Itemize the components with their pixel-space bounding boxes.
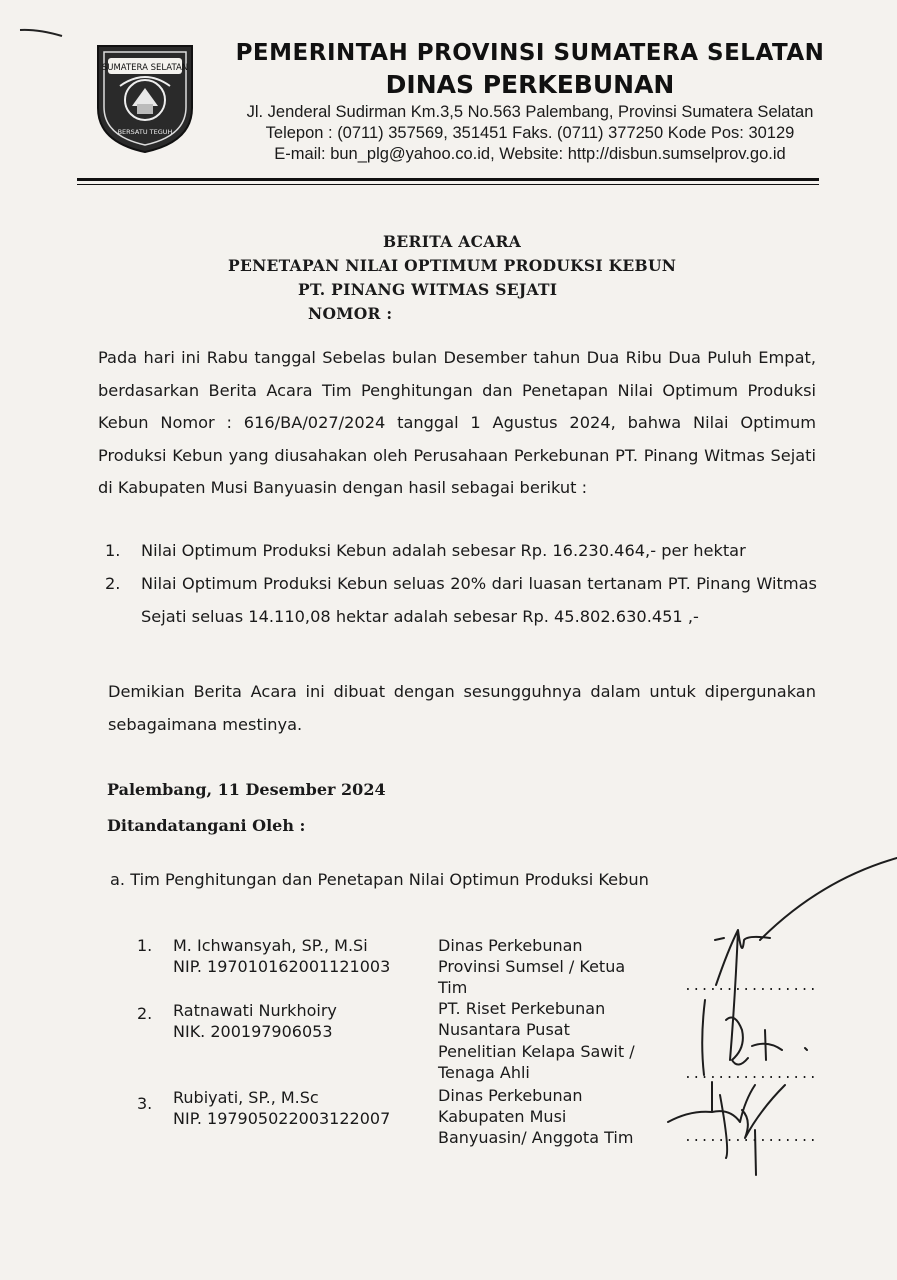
member-role-line: Dinas Perkebunan [438,1086,583,1105]
list-item [105,568,817,668]
signature-line: ................ [684,979,818,994]
list-item [105,535,817,568]
member-number: 1. [137,936,153,955]
province-emblem-logo [90,38,200,156]
signature-member-1 [715,858,897,1060]
member-id: NIK. 200197906053 [173,1022,333,1041]
letterhead-agency: DINAS PERKEBUNAN [385,70,675,99]
member-role-line: Nusantara Pusat [438,1020,570,1039]
corner-mark [18,24,68,44]
letterhead-phone: Telepon : (0711) 357569, 351451 Faks. (0711) 377250 Kode Pos: 30129 [265,124,795,142]
closing-paragraph: Demikian Berita Acara ini dibuat dengan sesungguhnya dalam untuk dipergunakan sebagaimana mestinya. [108,682,816,734]
place-date: Palembang, 11 Desember 2024 [107,780,386,799]
member-name: Rubiyati, SP., M.Sc [173,1088,319,1107]
title-number: NOMOR : [308,304,393,323]
list-item-text: Nilai Optimum Produksi Kebun adalah sebesar Rp. 16.230.464,- per hektar [141,541,746,560]
logo-text-bottom: BERSATU TEGUH [117,128,173,136]
list-item-number: 2. [105,574,121,593]
letterhead-address: Jl. Jenderal Sudirman Km.3,5 No.563 Palembang, Provinsi Sumatera Selatan [246,103,814,121]
letterhead-rule-thin [77,184,819,185]
member-name: Ratnawati Nurkhoiry [173,1001,337,1020]
member-role-line: Banyuasin/ Anggota Tim [438,1128,634,1147]
member-id: NIP. 197905022003122007 [173,1109,391,1128]
list-item-number: 1. [105,541,121,560]
signature-member-2 [702,1000,807,1075]
member-id: NIP. 197010162001121003 [173,957,391,976]
member-role-line: Tim [438,978,468,997]
member-role-line: PT. Riset Perkebunan [438,999,606,1018]
member-number: 3. [137,1094,153,1113]
member-role-line: Provinsi Sumsel / Ketua [438,957,626,976]
signature-line: ................ [684,1130,818,1145]
member-name: M. Ichwansyah, SP., M.Si [173,936,368,955]
team-heading: a. Tim Penghitungan dan Penetapan Nilai Optimun Produksi Kebun [110,870,649,889]
member-role-line: Kabupaten Musi [438,1107,567,1126]
member-role-line: Penelitian Kelapa Sawit / [438,1042,635,1061]
signed-by-label: Ditandatangani Oleh : [107,816,306,835]
signature-line: ................ [684,1067,818,1082]
signature-member-3 [668,1082,785,1175]
list-item-text: Nilai Optimum Produksi Kebun seluas 20% dari luasan tertanam PT. Pinang Witmas Sejati seluas 14.110,08 hektar adalah sebesar Rp. 45.802.630.451 ,- [141,574,817,626]
letterhead-contact: E-mail: bun_plg@yahoo.co.id, Website: http://disbun.sumselprov.go.id [274,145,786,163]
member-role-line: Dinas Perkebunan [438,936,583,955]
opening-paragraph: Pada hari ini Rabu tanggal Sebelas bulan Desember tahun Dua Ribu Dua Puluh Empat, berdasarkan Berita Acara Tim Penghitungan dan Penetapan Nilai Optimum Produksi Kebun Nomor : 616/BA/027/2024 tanggal 1 Agustus 2024, bahwa Nilai Optimum Produksi Kebun yang diusahakan oleh Perusahaan Perkebunan PT. Pinang Witmas Sejati di Kabupaten Musi Banyuasin dengan hasil sebagai berikut : [98,348,816,497]
member-role-line: Tenaga Ahli [438,1063,530,1082]
letterhead-rule-thick [77,178,819,181]
title-company: PT. PINANG WITMAS SEJATI [298,280,558,299]
letterhead [210,40,850,164]
logo-text-top: SUMATERA SELATAN [101,63,189,73]
letterhead-government: PEMERINTAH PROVINSI SUMATERA SELATAN [235,40,825,66]
member-number: 2. [137,1004,153,1023]
title-line-1: BERITA ACARA [383,232,522,251]
title-line-2: PENETAPAN NILAI OPTIMUM PRODUKSI KEBUN [228,256,677,275]
